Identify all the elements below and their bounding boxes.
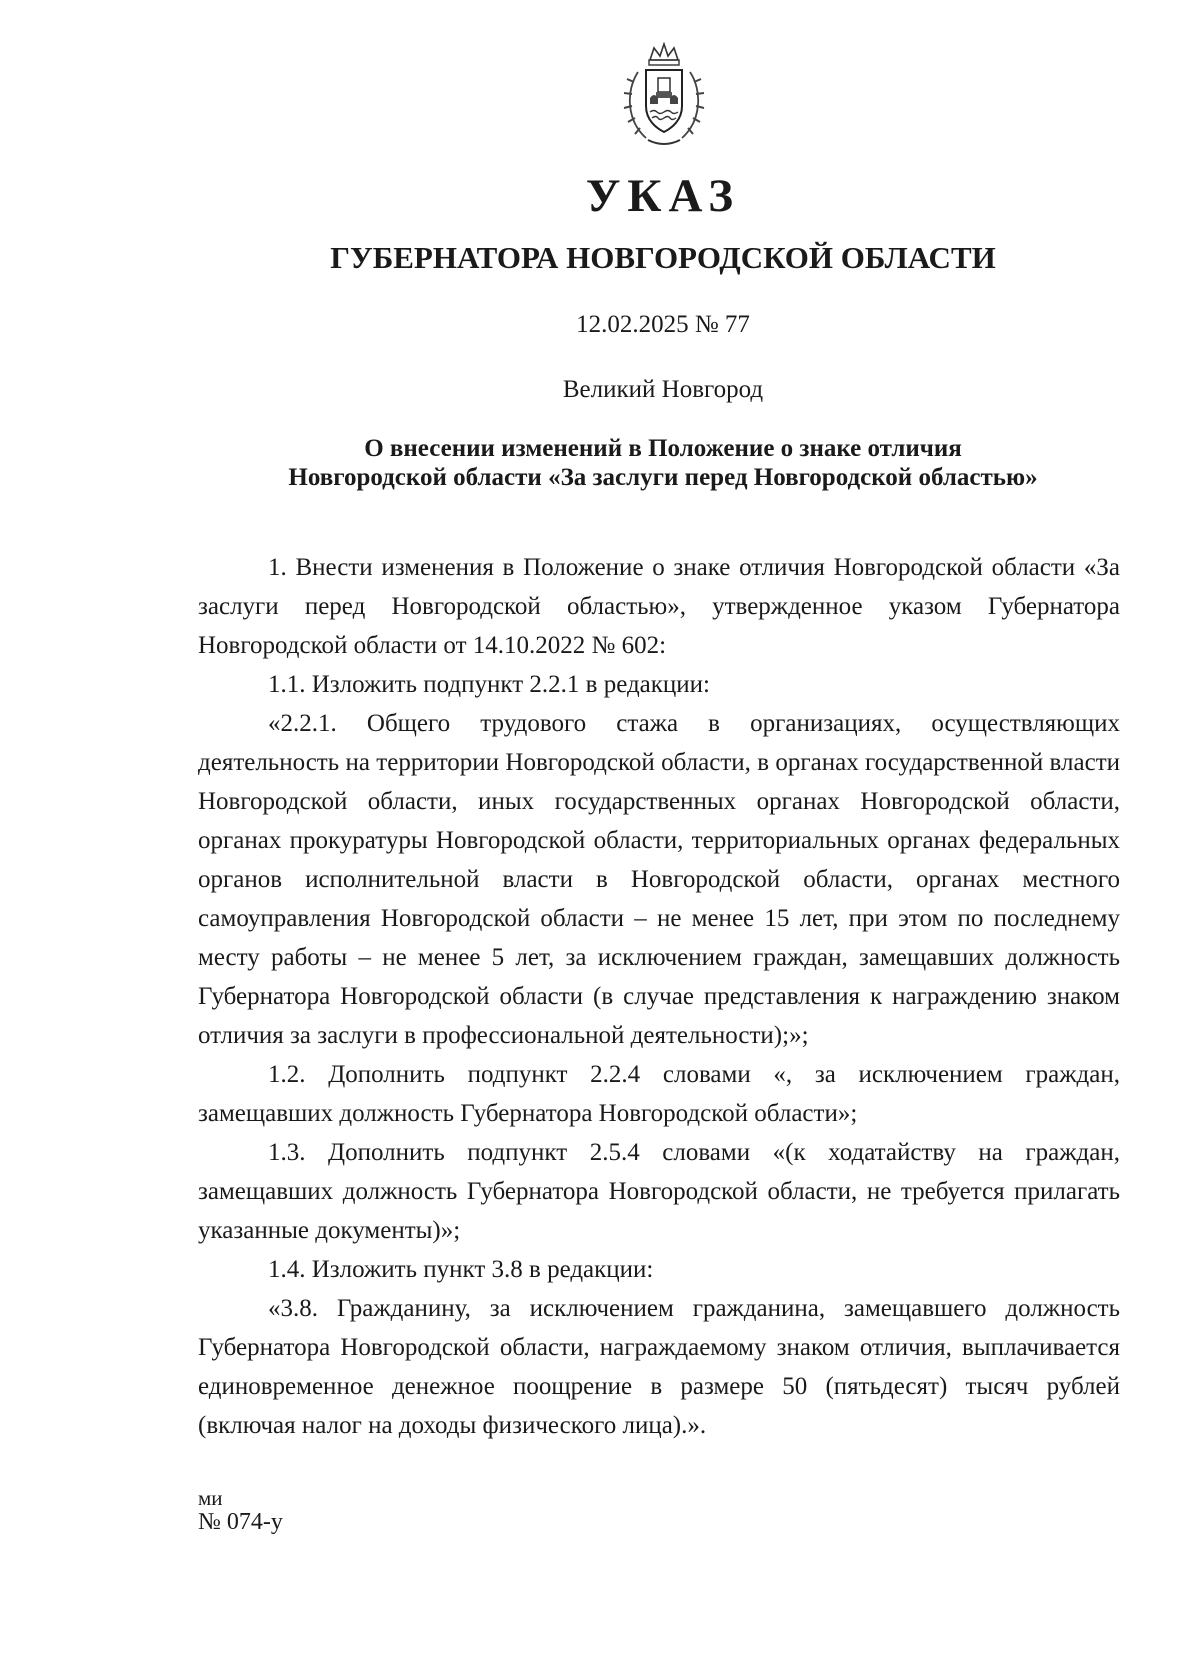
paragraph-2-2-1: «2.2.1. Общего трудового стажа в организациях, осуществляющих деятельность на территории Новгородской области, в органах государственной власти Новгородской области, иных государственных органах Новгородской области, органах прокуратуры Новгородской области, территориальных органах федеральных органов исполнительной власти в Новгородской области, органах местного самоуправления Новгородской области – не менее 15 лет, при этом по последнему месту работы – не менее 5 лет, за исключением граждан, замещавших должность Губернатора Новгородской области (в случае представления к награждению знаком отличия за заслуги в профессиональной деятельности);»; [198,710,1120,1049]
registry-number: № 074-у [198,1509,283,1535]
paragraph-1-2: 1.2. Дополнить подпункт 2.2.4 словами «, за исключением граждан, замещавших должность Губернатора Новгородской области»; [198,1061,1120,1127]
document-heading [0,434,1200,492]
document-title: УКАЗ [585,170,741,222]
registry-mark [198,1486,283,1534]
document-body [198,548,1120,1445]
document-subtitle: ГУБЕРНАТОРА НОВГОРОДСКОЙ ОБЛАСТИ [330,240,996,275]
paragraph-1: 1. Внести изменения в Положение о знаке отличия Новгородской области «За заслуги перед Новгородской областью», утвержденное указом Губернатора Новгородской области от 14.10.2022 № 602: [198,554,1120,659]
paragraph-3-8: «3.8. Гражданину, за исключением гражданина, замещавшего должность Губернатора Новгородской области, награждаемому знаком отличия, выплачивается единовременное денежное поощрение в размере 50 (пятьдесят) тысяч рублей (включая налог на доходы физического лица).». [198,1295,1120,1439]
paragraph-1-3: 1.3. Дополнить подпункт 2.5.4 словами «(к ходатайству на граждан, замещавших должность Губернатора Новгородской области, не требуется прилагать указанные документы)»; [198,1139,1120,1244]
paragraph-1-4: 1.4. Изложить пункт 3.8 в редакции: [268,1256,654,1283]
heading-line-1: О внесении изменений в Положение о знаке отличия [364,435,962,462]
document-city: Великий Новгород [562,376,764,403]
paragraph-1-1: 1.1. Изложить подпункт 2.2.1 в редакции: [268,671,711,698]
heading-line-2: Новгородской области «За заслуги перед Новгородской областью» [288,464,1038,491]
document-date-number: 12.02.2025 № 77 [576,311,750,338]
registry-initials: ми [198,1486,223,1510]
coat-of-arms-icon [620,42,708,150]
